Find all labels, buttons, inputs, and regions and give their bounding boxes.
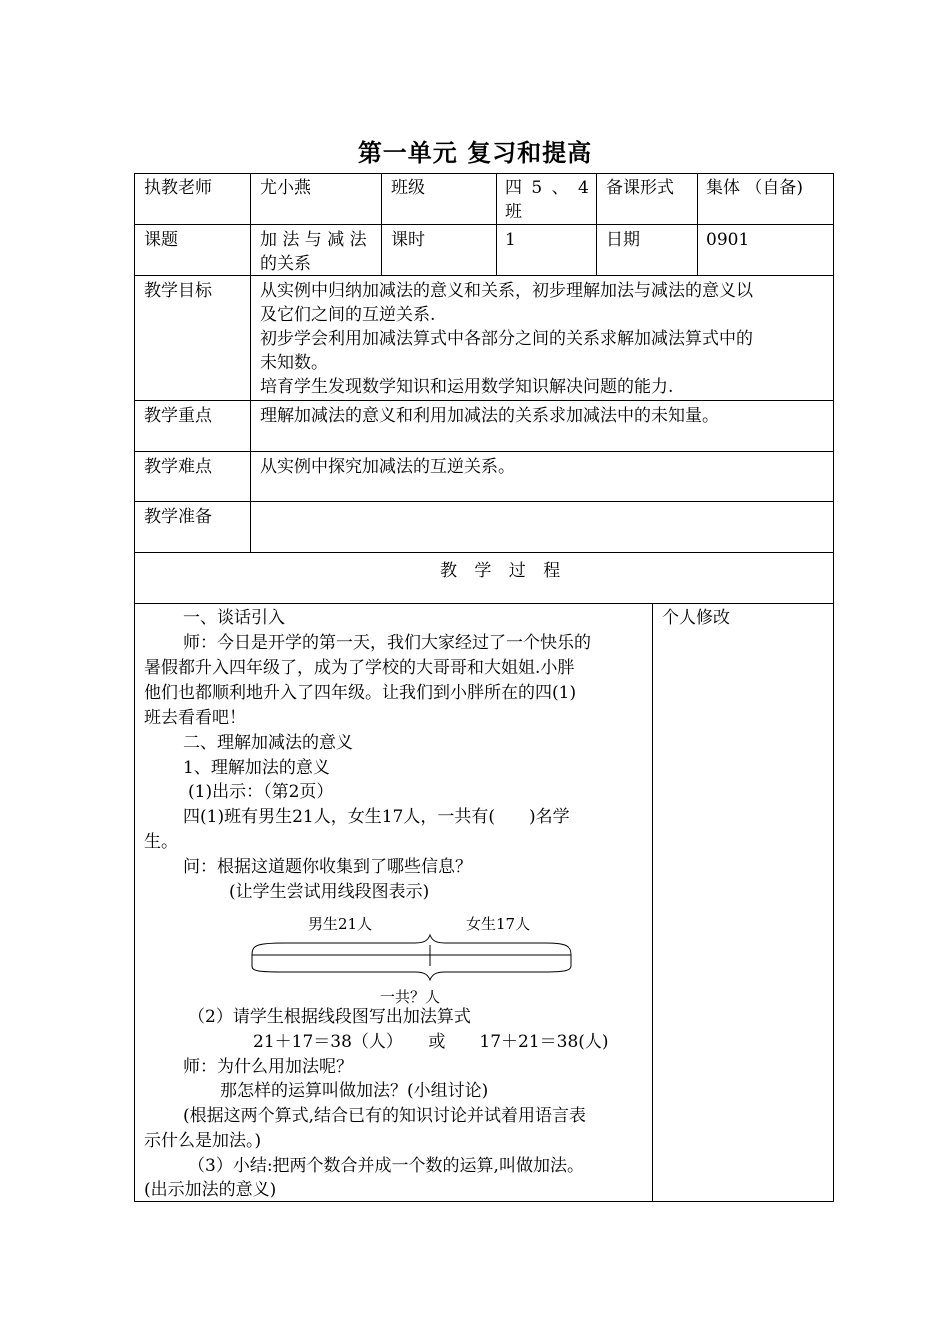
row-divider (134, 224, 834, 225)
prep-value: 集体 （自备) (706, 178, 804, 198)
process-line: 他们也都顺利地升入了四年级。让我们到小胖所在的四(1) (144, 683, 577, 703)
process-line: 示什么是加法。) (144, 1131, 262, 1151)
goals-line: 及它们之间的互逆关系. (260, 305, 436, 325)
process-line: 班去看看吧！ (144, 708, 246, 728)
date-label: 日期 (606, 230, 640, 250)
topic-value-cont: 的关系 (260, 254, 311, 274)
process-line: (出示加法的意义) (144, 1180, 277, 1200)
line-segment-diagram (245, 933, 585, 983)
row-divider (134, 400, 834, 401)
focus-value: 理解加减法的意义和利用加减法的关系求加减法中的未知量。 (260, 406, 719, 426)
process-heading: 教 学 过 程 (440, 561, 567, 581)
col-divider (697, 173, 698, 275)
process-line: 一、谈话引入 (183, 608, 285, 628)
period-label: 课时 (391, 230, 425, 250)
process-line: (根据这两个算式,结合已有的知识讨论并试着用语言表 (183, 1106, 587, 1126)
col-divider (250, 173, 251, 552)
class-value-cont: 班 (505, 202, 522, 222)
process-line: 暑假都升入四年级了，成为了学校的大哥哥和大姐姐.小胖 (144, 658, 575, 678)
goals-line: 从实例中归纳加减法的意义和关系，初步理解加法与减法的意义以 (260, 281, 753, 301)
goals-line: 培育学生发现数学知识和运用数学知识解决问题的能力. (260, 377, 674, 397)
process-line: 二、理解加减法的意义 (183, 733, 353, 753)
difficulty-label: 教学难点 (144, 457, 212, 477)
goals-line: 初步学会利用加减法算式中各部分之间的关系求解加减法算式中的 (260, 329, 753, 349)
process-line: (1)出示：（第2页） (188, 782, 334, 802)
process-line: 那怎样的运算叫做加法？(小组讨论) (220, 1081, 489, 1101)
process-line: （3）小结:把两个数合并成一个数的运算,叫做加法。 (188, 1156, 584, 1176)
process-line: 师：今日是开学的第一天，我们大家经过了一个快乐的 (183, 633, 591, 653)
row-divider (134, 275, 834, 276)
date-value: 0901 (706, 230, 750, 250)
process-line: 生。 (144, 832, 178, 852)
col-divider (496, 173, 497, 275)
page-title: 第一单元 复习和提高 (357, 139, 593, 167)
row-divider (134, 603, 834, 604)
period-value: 1 (505, 230, 516, 250)
teacher-value: 尤小燕 (260, 178, 311, 198)
prep-label: 备课形式 (606, 178, 674, 198)
process-line: 师：为什么用加法呢？ (183, 1057, 353, 1077)
class-value: 四 5 、 4 (505, 178, 589, 198)
class-label: 班级 (391, 178, 425, 198)
process-line: 1、理解加法的意义 (183, 758, 330, 778)
process-line: （2）请学生根据线段图写出加法算式 (188, 1007, 471, 1027)
row-divider (134, 501, 834, 502)
process-line: 问：根据这道题你收集到了哪些信息？ (183, 857, 472, 877)
row-divider (134, 451, 834, 452)
topic-label: 课题 (144, 230, 178, 250)
difficulty-value: 从实例中探究加减法的互逆关系。 (260, 457, 515, 477)
col-divider (652, 603, 653, 1202)
teacher-label: 执教老师 (144, 178, 212, 198)
girls-label: 女生17人 (466, 915, 531, 933)
personal-edit-label: 个人修改 (662, 608, 730, 628)
total-label: 一共？人 (380, 988, 441, 1006)
col-divider (596, 173, 597, 275)
preparation-label: 教学准备 (144, 507, 212, 527)
row-divider (134, 552, 834, 553)
equation-line: 21＋17＝38（人） 或 17＋21＝38(人) (253, 1032, 609, 1052)
goals-line: 未知数。 (260, 353, 328, 373)
process-line: (让学生尝试用线段图表示) (229, 882, 430, 902)
topic-value: 加 法 与 减 法 (260, 230, 367, 250)
process-line: 四(1)班有男生21人，女生17人，一共有( )名学 (183, 807, 570, 827)
focus-label: 教学重点 (144, 406, 212, 426)
goals-label: 教学目标 (144, 281, 212, 301)
boys-label: 男生21人 (308, 915, 373, 933)
col-divider (381, 173, 382, 275)
